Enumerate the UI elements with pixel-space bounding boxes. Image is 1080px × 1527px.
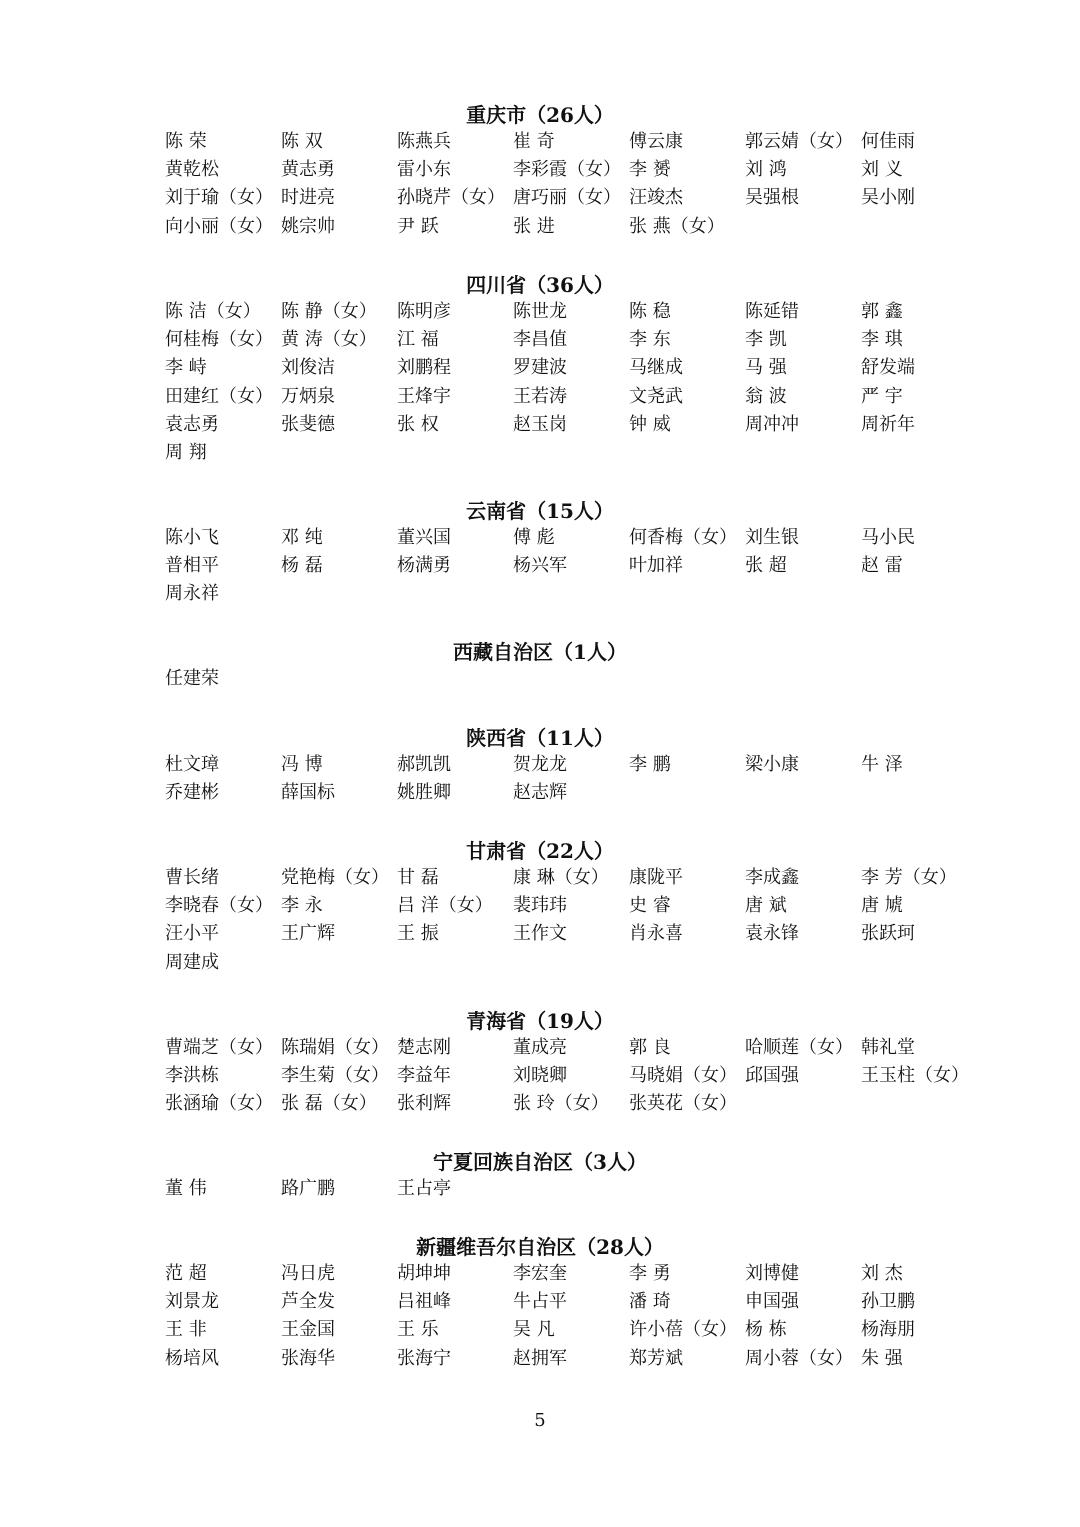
person-name: 姚宗帅 (281, 215, 335, 237)
person-name: 赵志辉 (513, 782, 567, 804)
person-name: 邓 纯 (281, 527, 323, 548)
person-name: 周祈年 (861, 413, 915, 435)
person-name: 傅 彪 (513, 527, 555, 548)
person-name: 肖永喜 (629, 923, 683, 945)
person-name: 时进亮 (281, 187, 335, 209)
person-name: 刘晓卿 (513, 1065, 567, 1087)
person-name: 李 峙 (165, 357, 207, 379)
person-name: 郭 良 (629, 1037, 671, 1058)
person-name: 陈瑞娟（女） (281, 1037, 389, 1058)
person-name: 张 磊（女） (281, 1093, 377, 1115)
person-name: 董兴国 (397, 527, 451, 548)
person-name: 党艳梅（女） (281, 867, 389, 888)
person-name: 何香梅（女） (629, 527, 737, 548)
person-name: 牛占平 (513, 1291, 567, 1313)
person-name: 王金国 (281, 1319, 335, 1341)
person-name: 冯 博 (281, 754, 323, 775)
person-name: 刘博健 (745, 1263, 799, 1284)
person-name: 申国强 (745, 1291, 799, 1313)
person-name: 周永祥 (165, 583, 219, 605)
person-name: 甘 磊 (397, 867, 439, 888)
person-name: 汪竣杰 (629, 187, 683, 209)
person-name: 唐 虓 (861, 895, 903, 917)
person-name: 唐巧丽（女） (513, 187, 621, 209)
region-title: 云南省（15人） (466, 499, 614, 523)
person-name: 陈世龙 (513, 301, 567, 322)
person-name: 曹端芝（女） (165, 1037, 273, 1058)
person-name: 赵 雷 (861, 555, 903, 577)
person-name: 李 凯 (745, 329, 787, 351)
person-name: 叶加祥 (629, 555, 683, 577)
person-name: 张 燕（女） (629, 215, 725, 237)
person-name: 张利辉 (397, 1093, 451, 1115)
person-name: 杨满勇 (397, 555, 451, 577)
person-name: 王玉柱（女） (861, 1065, 969, 1087)
person-name: 康 琳（女） (513, 867, 609, 888)
person-name: 马 强 (745, 357, 787, 379)
person-name: 李 赟 (629, 159, 671, 181)
person-name: 文尧武 (629, 385, 683, 407)
region-title: 宁夏回族自治区（3人） (433, 1150, 647, 1174)
person-name: 赵拥军 (513, 1347, 567, 1369)
person-name: 刘生银 (745, 527, 799, 548)
person-name: 普相平 (165, 555, 219, 577)
person-name: 罗建波 (513, 357, 567, 379)
person-name: 董 伟 (165, 1178, 207, 1199)
person-name: 李洪栋 (165, 1065, 219, 1087)
person-name: 刘 鸿 (745, 159, 787, 181)
person-name: 李昌值 (513, 329, 567, 351)
person-name: 李成鑫 (745, 867, 799, 888)
person-name: 刘景龙 (165, 1291, 219, 1313)
person-name: 陈 荣 (165, 131, 207, 152)
person-name: 吴强根 (745, 187, 799, 209)
person-name: 钟 威 (629, 413, 671, 435)
person-name: 张英花（女） (629, 1093, 737, 1115)
region-title: 陕西省（11人） (466, 726, 614, 750)
region-title: 重庆市（26人） (466, 103, 614, 127)
person-name: 马小民 (861, 527, 915, 548)
person-name: 陈延错 (745, 301, 799, 322)
person-name: 刘俊洁 (281, 357, 335, 379)
person-name: 何佳雨 (861, 131, 915, 152)
person-name: 陈 静（女） (281, 301, 377, 322)
person-name: 赵玉岗 (513, 413, 567, 435)
person-name: 崔 奇 (513, 131, 555, 152)
page-number: 5 (534, 1410, 546, 1431)
person-name: 雷小东 (397, 159, 451, 181)
person-name: 范 超 (165, 1263, 207, 1284)
person-name: 杨培风 (165, 1347, 219, 1369)
person-name: 周 翔 (165, 442, 207, 463)
person-name: 张海华 (281, 1347, 335, 1369)
person-name: 冯日虎 (281, 1263, 335, 1284)
person-name: 路广鹏 (281, 1178, 335, 1199)
person-name: 张斐德 (281, 413, 335, 435)
person-name: 李 东 (629, 329, 671, 351)
person-name: 周小蓉（女） (745, 1347, 853, 1369)
person-name: 郭云婧（女） (745, 131, 853, 152)
person-name: 梁小康 (745, 754, 799, 775)
person-name: 唐 斌 (745, 895, 787, 917)
person-name: 李彩霞（女） (513, 159, 621, 181)
person-name: 李 永 (281, 895, 323, 917)
person-name: 王若涛 (513, 385, 567, 407)
region-title: 甘肃省（22人） (466, 839, 614, 863)
person-name: 黄乾松 (165, 159, 219, 181)
person-name: 李宏奎 (513, 1263, 567, 1284)
region-title: 四川省（36人） (466, 273, 614, 297)
person-name: 杨兴军 (513, 555, 567, 577)
person-name: 汪小平 (165, 923, 219, 945)
person-name: 杨 磊 (281, 555, 323, 577)
person-name: 杨海朋 (861, 1319, 915, 1341)
person-name: 哈顺莲（女） (745, 1037, 853, 1058)
person-name: 李 鹏 (629, 754, 671, 775)
person-name: 袁志勇 (165, 413, 219, 435)
person-name: 刘于瑜（女） (165, 187, 273, 209)
person-name: 许小蓓（女） (629, 1319, 737, 1341)
person-name: 曹长绪 (165, 867, 219, 888)
person-name: 李晓春（女） (165, 895, 273, 917)
person-name: 董成亮 (513, 1037, 567, 1058)
person-name: 王 非 (165, 1319, 207, 1341)
region-title: 新疆维吾尔自治区（28人） (416, 1235, 664, 1259)
person-name: 陈燕兵 (397, 131, 451, 152)
person-name: 李 琪 (861, 329, 903, 351)
person-name: 李 勇 (629, 1263, 671, 1284)
person-name: 王 振 (397, 923, 439, 945)
person-name: 马继成 (629, 357, 683, 379)
person-name: 张 进 (513, 215, 555, 237)
person-name: 傅云康 (629, 131, 683, 152)
person-name: 田建红（女） (165, 385, 273, 407)
person-name: 舒发端 (861, 357, 915, 379)
person-name: 何桂梅（女） (165, 329, 273, 351)
person-name: 吴小刚 (861, 187, 915, 209)
person-name: 芦全发 (281, 1291, 335, 1313)
person-name: 吕 洋（女） (397, 895, 493, 917)
person-name: 胡坤坤 (397, 1263, 451, 1284)
person-name: 黄 涛（女） (281, 329, 377, 351)
person-name: 薛国标 (281, 782, 335, 804)
person-name: 孙晓芹（女） (397, 187, 505, 209)
person-name: 王烽宇 (397, 385, 451, 407)
person-name: 陈 稳 (629, 301, 671, 322)
person-name: 吴 凡 (513, 1319, 555, 1341)
person-name: 张 权 (397, 413, 439, 435)
person-name: 黄志勇 (281, 159, 335, 181)
person-name: 贺龙龙 (513, 754, 567, 775)
person-name: 姚胜卿 (397, 782, 451, 804)
person-name: 万炳泉 (281, 385, 335, 407)
person-name: 张海宁 (397, 1347, 451, 1369)
person-name: 裴玮玮 (513, 895, 567, 917)
person-name: 李生菊（女） (281, 1065, 389, 1087)
person-name: 周冲冲 (745, 413, 799, 435)
person-name: 韩礼堂 (861, 1037, 915, 1058)
person-name: 严 宇 (861, 385, 903, 407)
person-name: 张 超 (745, 555, 787, 577)
person-name: 郑芳斌 (629, 1347, 683, 1369)
person-name: 牛 泽 (861, 754, 903, 775)
person-name: 陈 洁（女） (165, 301, 261, 322)
person-name: 周建成 (165, 951, 219, 973)
person-name: 王作文 (513, 923, 567, 945)
person-name: 陈 双 (281, 131, 323, 152)
person-name: 李益年 (397, 1065, 451, 1087)
person-name: 李 芳（女） (861, 867, 957, 888)
person-name: 江 福 (397, 329, 439, 351)
person-name: 杜文璋 (165, 754, 219, 775)
person-name: 王占亭 (397, 1178, 451, 1199)
person-name: 孙卫鹏 (861, 1291, 915, 1313)
person-name: 翁 波 (745, 385, 787, 407)
person-name: 向小丽（女） (165, 215, 273, 237)
region-title: 西藏自治区（1人） (453, 640, 627, 664)
person-name: 楚志刚 (397, 1037, 451, 1058)
region-title: 青海省（19人） (466, 1009, 614, 1033)
person-name: 马晓娟（女） (629, 1065, 737, 1087)
person-name: 刘 杰 (861, 1263, 903, 1284)
person-name: 王广辉 (281, 923, 335, 945)
person-name: 陈明彦 (397, 301, 451, 322)
person-name: 郝凯凯 (397, 754, 451, 775)
person-name: 杨 栋 (745, 1319, 787, 1341)
person-name: 朱 强 (861, 1347, 903, 1369)
person-name: 康陇平 (629, 867, 683, 888)
person-name: 吕祖峰 (397, 1291, 451, 1313)
person-name: 张 玲（女） (513, 1093, 609, 1115)
person-name: 刘鹏程 (397, 357, 451, 379)
person-name: 乔建彬 (165, 782, 219, 804)
person-name: 袁永锋 (745, 923, 799, 945)
person-name: 尹 跃 (397, 215, 439, 237)
person-name: 邱国强 (745, 1065, 799, 1087)
person-name: 刘 义 (861, 159, 903, 181)
person-name: 王 乐 (397, 1319, 439, 1341)
person-name: 张涵瑜（女） (165, 1093, 273, 1115)
person-name: 郭 鑫 (861, 301, 903, 322)
person-name: 史 睿 (629, 895, 671, 917)
person-name: 张跃珂 (861, 923, 915, 945)
person-name: 陈小飞 (165, 527, 219, 548)
person-name: 潘 琦 (629, 1291, 671, 1313)
person-name: 任建荣 (165, 668, 219, 689)
